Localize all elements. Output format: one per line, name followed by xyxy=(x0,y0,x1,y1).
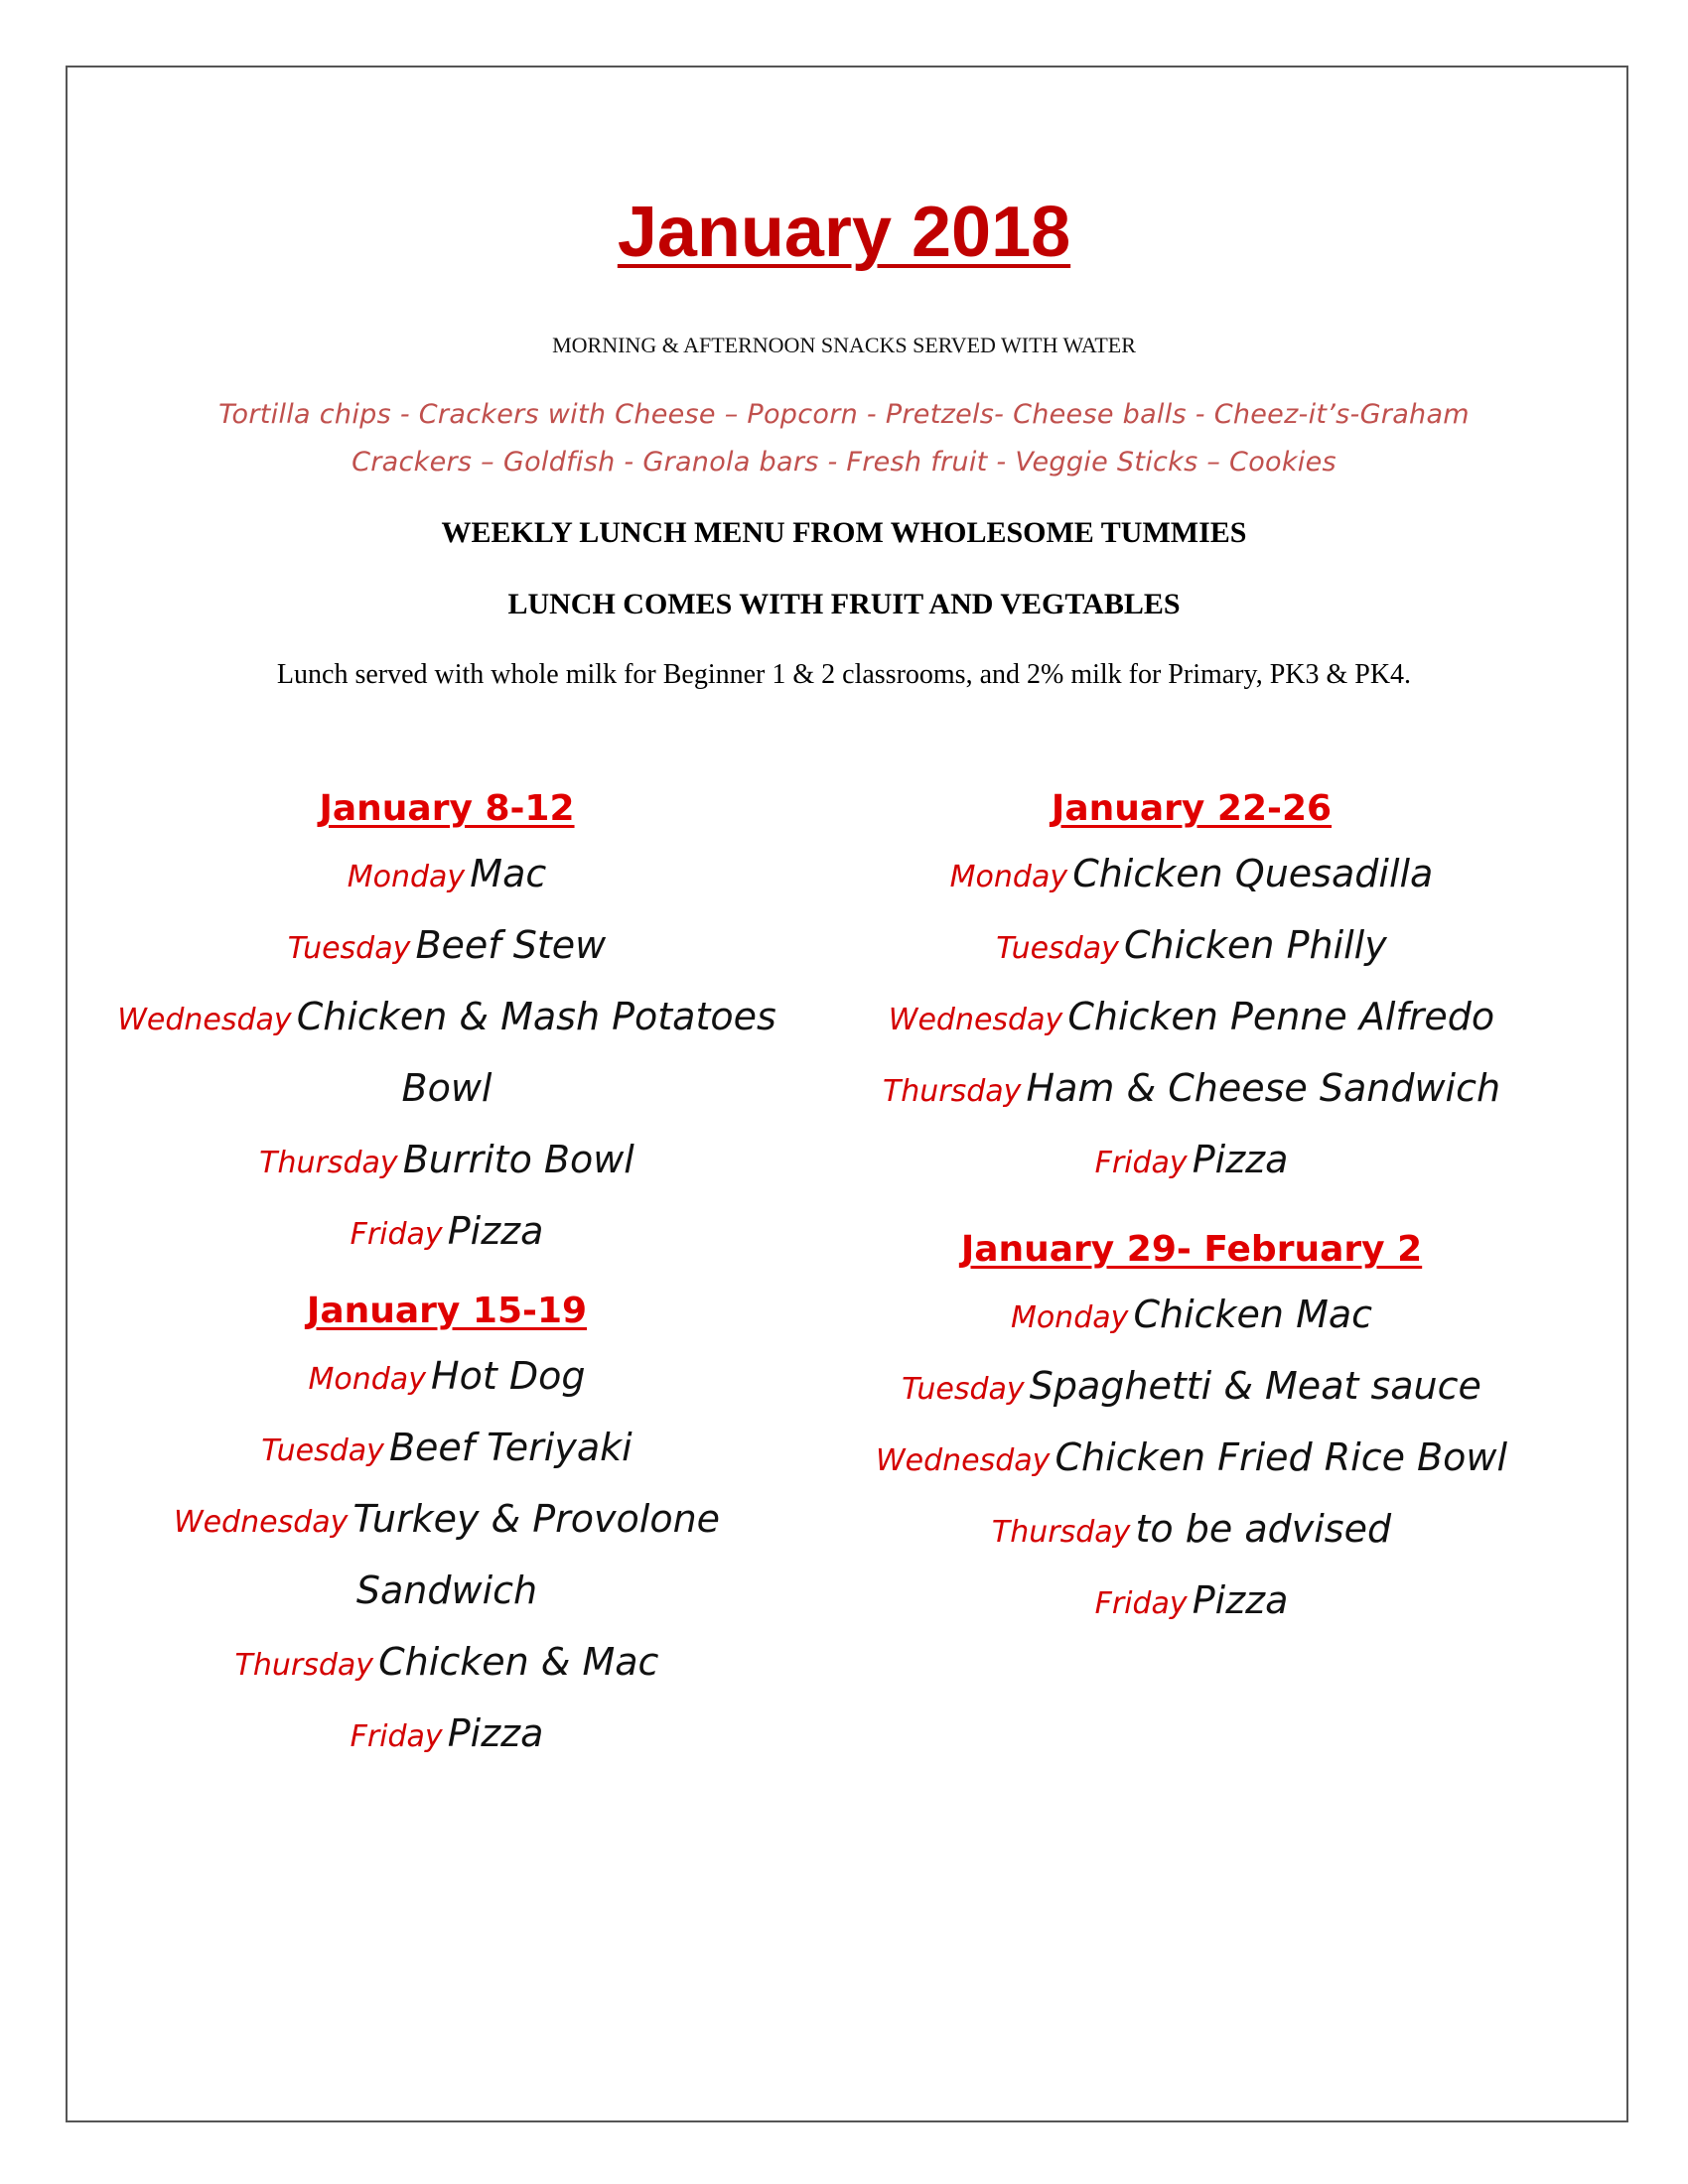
menu-line-monday xyxy=(854,1283,1529,1354)
food-item-continued: Bowl xyxy=(401,1066,492,1110)
week-menu-jan-29-feb-2 xyxy=(854,1227,1529,1640)
snack-list-line-1: Tortilla chips - Crackers with Cheese – Popcorn - Pretzels- Cheese balls - Cheez-it’s-Graham xyxy=(218,399,1470,430)
menu-line-friday xyxy=(854,1128,1529,1199)
food-item: Chicken Quesadilla xyxy=(1072,852,1434,895)
menu-line-wednesday xyxy=(109,985,784,1056)
week-title: January 22-26 xyxy=(1051,788,1333,829)
food-item: Chicken & Mac xyxy=(378,1640,659,1684)
day-label: Wednesday xyxy=(888,1003,1063,1037)
food-item: Chicken Philly xyxy=(1123,923,1387,967)
food-item: Burrito Bowl xyxy=(402,1138,634,1181)
food-item: Pizza xyxy=(447,1209,544,1253)
day-label: Thursday xyxy=(882,1074,1022,1109)
lunch-menu-heading: WEEKLY LUNCH MENU FROM WHOLESOME TUMMIES xyxy=(441,516,1247,549)
week-title: January 8-12 xyxy=(319,788,575,829)
week-title: January 29- February 2 xyxy=(960,1229,1423,1270)
menu-line-monday xyxy=(109,1344,784,1416)
food-item: Chicken Penne Alfredo xyxy=(1067,995,1495,1038)
food-item: Spaghetti & Meat sauce xyxy=(1029,1364,1481,1408)
day-label: Wednesday xyxy=(875,1443,1051,1478)
food-item: Mac xyxy=(470,852,547,895)
menu-line-tuesday xyxy=(109,913,784,985)
day-label: Friday xyxy=(350,1719,443,1754)
menu-line-wednesday xyxy=(109,1487,784,1559)
menu-line-monday xyxy=(854,842,1529,913)
day-label: Friday xyxy=(1094,1146,1188,1180)
snack-list xyxy=(199,391,1489,486)
food-item: to be advised xyxy=(1135,1507,1392,1551)
day-label: Tuesday xyxy=(996,931,1119,966)
menu-line-thursday xyxy=(109,1128,784,1199)
menu-line-wednesday xyxy=(854,1426,1529,1497)
menu-line-friday xyxy=(109,1199,784,1271)
week-title: January 15-19 xyxy=(306,1291,588,1331)
day-label: Tuesday xyxy=(902,1372,1025,1407)
food-item: Beef Stew xyxy=(415,923,607,967)
week-menu-jan-15-19 xyxy=(109,1289,784,1773)
day-label: Wednesday xyxy=(173,1505,349,1540)
food-item: Hot Dog xyxy=(431,1354,586,1398)
snacks-heading: MORNING & AFTERNOON SNACKS SERVED WITH WATER xyxy=(552,333,1136,357)
menu-line-monday xyxy=(109,842,784,913)
day-label: Thursday xyxy=(234,1648,374,1683)
menu-line-thursday xyxy=(854,1056,1529,1128)
menu-line-friday xyxy=(854,1569,1529,1640)
menu-line-wednesday-cont xyxy=(109,1559,784,1630)
food-item: Ham & Cheese Sandwich xyxy=(1026,1066,1501,1110)
menu-line-wednesday xyxy=(854,985,1529,1056)
menu-line-tuesday xyxy=(109,1416,784,1487)
day-label: Wednesday xyxy=(117,1003,292,1037)
menu-line-tuesday xyxy=(854,913,1529,985)
day-label: Monday xyxy=(1010,1300,1129,1335)
day-label: Monday xyxy=(949,860,1068,894)
food-item: Chicken Mac xyxy=(1133,1293,1373,1336)
day-label: Monday xyxy=(308,1362,426,1397)
menu-line-thursday xyxy=(109,1630,784,1702)
food-item-continued: Sandwich xyxy=(355,1569,538,1612)
food-item: Turkey & Provolone xyxy=(352,1497,721,1541)
lunch-includes-heading: LUNCH COMES WITH FRUIT AND VEGTABLES xyxy=(507,588,1181,620)
menu-line-friday xyxy=(109,1702,784,1773)
food-item: Pizza xyxy=(1192,1578,1289,1622)
snack-list-line-2: Crackers – Goldfish - Granola bars - Fresh fruit - Veggie Sticks – Cookies xyxy=(352,447,1336,478)
milk-note: Lunch served with whole milk for Beginner 1 & 2 classrooms, and 2% milk for Primary, PK3 & PK4. xyxy=(276,659,1412,690)
day-label: Thursday xyxy=(259,1146,398,1180)
menu-line-thursday xyxy=(854,1497,1529,1569)
food-item: Pizza xyxy=(1192,1138,1289,1181)
food-item: Pizza xyxy=(447,1711,544,1755)
day-label: Friday xyxy=(1094,1586,1188,1621)
food-item: Chicken Fried Rice Bowl xyxy=(1055,1435,1508,1479)
page-title: January 2018 xyxy=(617,193,1071,272)
day-label: Tuesday xyxy=(261,1433,384,1468)
food-item: Beef Teriyaki xyxy=(388,1426,633,1469)
day-label: Tuesday xyxy=(287,931,411,966)
day-label: Friday xyxy=(350,1217,443,1252)
day-label: Monday xyxy=(347,860,466,894)
week-menu-jan-8-12 xyxy=(109,786,784,1271)
menu-line-wednesday-cont xyxy=(109,1056,784,1128)
day-label: Thursday xyxy=(991,1515,1131,1550)
week-menu-jan-22-26 xyxy=(854,786,1529,1199)
menu-line-tuesday xyxy=(854,1354,1529,1426)
food-item: Chicken & Mash Potatoes xyxy=(296,995,776,1038)
